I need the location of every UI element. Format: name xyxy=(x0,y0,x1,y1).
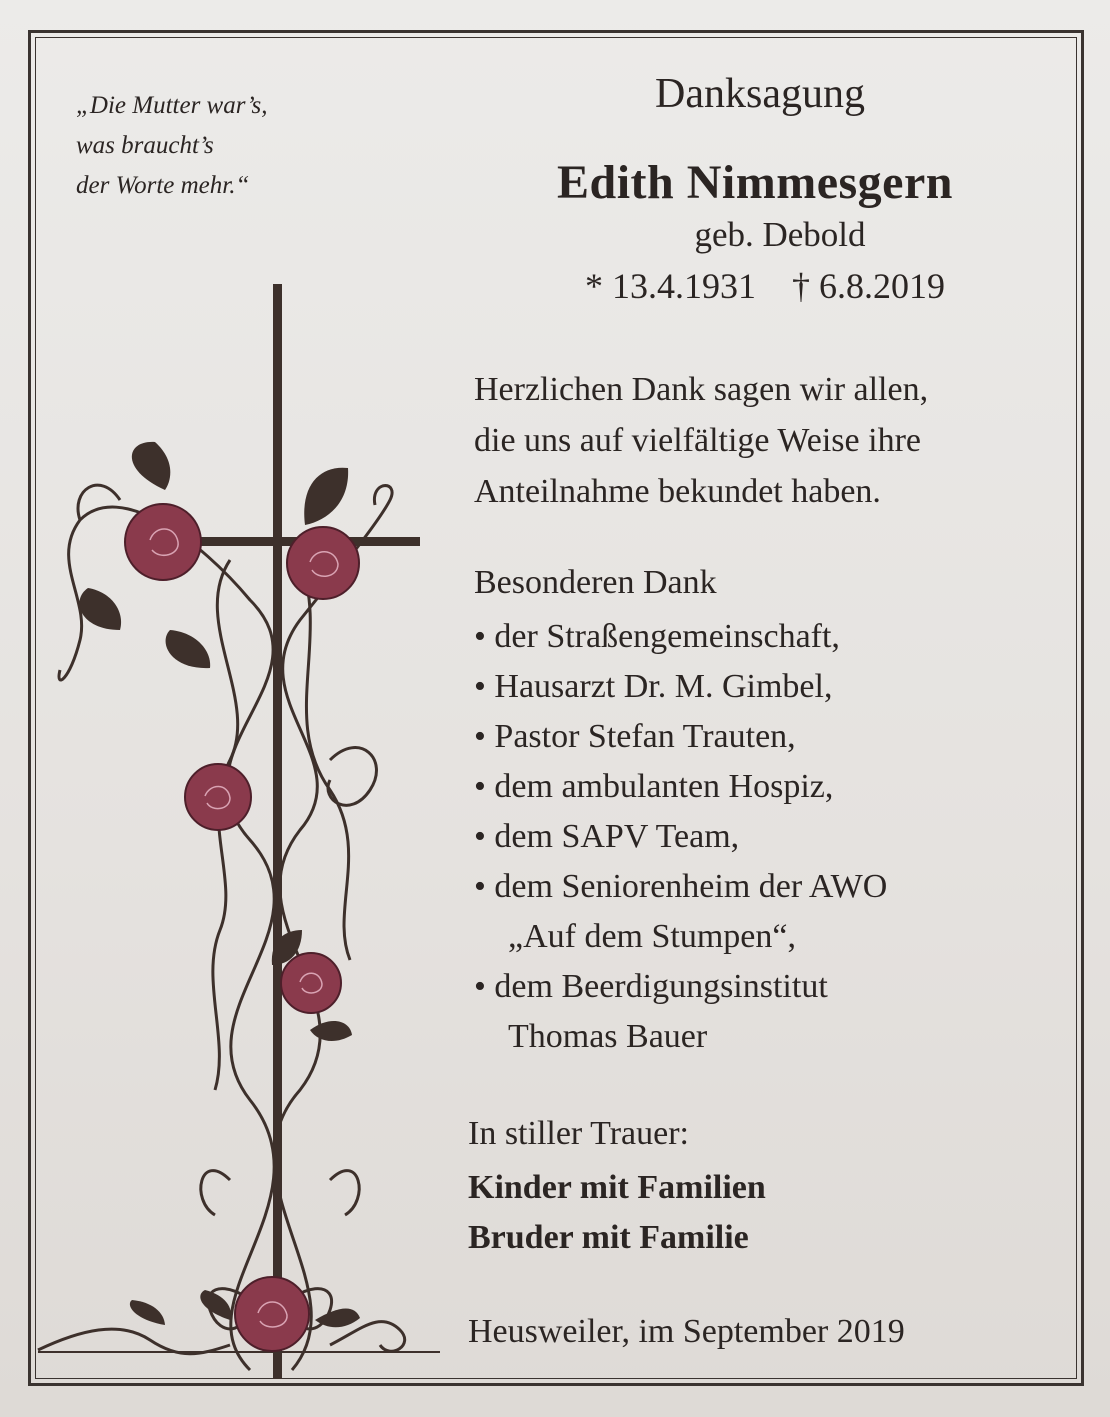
deceased-name: Edith Nimmesgern xyxy=(557,156,953,209)
mourners xyxy=(468,1163,766,1263)
quote-block xyxy=(76,86,336,206)
list-item: • dem Beerdigungsinstitut xyxy=(474,968,828,1005)
list-item: • dem Seniorenheim der AWO xyxy=(474,868,888,905)
quote-line: was braucht’s xyxy=(76,132,214,159)
quote-line: „Die Mutter war’s, xyxy=(76,92,268,119)
thanks-paragraph xyxy=(474,364,928,517)
paragraph-line: Herzlichen Dank sagen wir allen, xyxy=(474,371,929,408)
page-title: Danksagung xyxy=(655,71,865,117)
quote-line: der Worte mehr.“ xyxy=(76,172,250,199)
death-date: † 6.8.2019 xyxy=(792,266,945,306)
list-item: • Pastor Stefan Trauten, xyxy=(474,718,796,755)
maiden-name: geb. Debold xyxy=(694,215,866,254)
list-item-continuation: „Auf dem Stumpen“, xyxy=(508,918,796,955)
birth-date: * 13.4.1931 xyxy=(585,266,756,306)
mourning-intro: In stiller Trauer: xyxy=(468,1115,689,1152)
paragraph-line: Anteilnahme bekundet haben. xyxy=(474,473,881,510)
life-dates xyxy=(440,265,1090,307)
mourner-line: Kinder mit Familien xyxy=(468,1169,766,1206)
paragraph-line: die uns auf vielfältige Weise ihre xyxy=(474,422,921,459)
list-item: • dem SAPV Team, xyxy=(474,818,740,855)
list-item: • dem ambulanten Hospiz, xyxy=(474,768,834,805)
list-item: • Hausarzt Dr. M. Gimbel, xyxy=(474,668,833,705)
place-and-date: Heusweiler, im September 2019 xyxy=(468,1313,905,1350)
list-item: • der Straßengemeinschaft, xyxy=(474,618,840,655)
special-thanks-title: Besonderen Dank xyxy=(474,564,717,601)
mourner-line: Bruder mit Familie xyxy=(468,1219,749,1256)
list-item-continuation: Thomas Bauer xyxy=(508,1018,708,1055)
special-thanks-list xyxy=(474,612,887,1062)
